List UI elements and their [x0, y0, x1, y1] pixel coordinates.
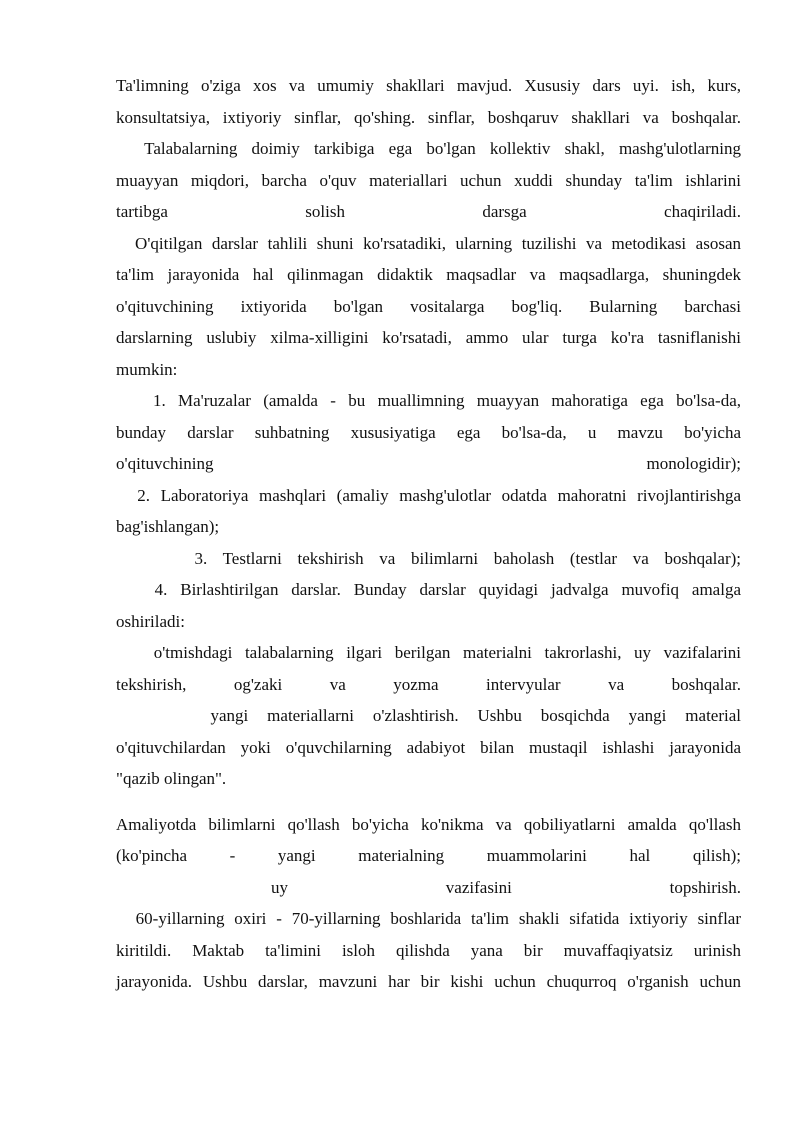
- paragraph-gap: [116, 795, 741, 809]
- text-line: darslarning uslubiy xilma-xilligini ko'rsatadi, ammo ular turga ko'ra tasniflanishi: [116, 328, 741, 347]
- text-line: tekshirish, og'zaki va yozma intervyular va boshqalar.: [116, 674, 741, 694]
- text-line: Talabalarning doimiy tarkibiga ega bo'lgan kollektiv shakl, mashg'ulotlarning: [116, 139, 741, 158]
- text-line: jarayonida. Ushbu darslar, mavzuni har bir kishi uchun chuqurroq o'rganish uchun: [116, 972, 741, 991]
- text-line: 2. Laboratoriya mashqlari (amaliy mashg'ulotlar odatda mahoratni rivojlantirishga: [116, 485, 741, 505]
- text-line: uy vazifasini topshirish.: [271, 877, 741, 897]
- text-line: o'qituvchilardan yoki o'quvchilarning adabiyot bilan mustaqil ishlashi jarayonida: [116, 737, 741, 757]
- text-line: 1. Ma'ruzalar (amalda - bu muallimning muayyan mahoratiga ega bo'lsa-da,: [116, 391, 741, 410]
- text-line: yangi materiallarni o'zlashtirish. Ushbu bosqichda yangi material: [116, 706, 741, 725]
- text-line: Amaliyotda bilimlarni qo'llash bo'yicha ko'nikma va qobiliyatlarni amalda qo'llash: [116, 814, 741, 834]
- text-line: mumkin:: [116, 359, 178, 379]
- text-line: kiritildi. Maktab ta'limini isloh qilishda yana bir muvaffaqiyatsiz urinish: [116, 940, 741, 960]
- paragraph-block-2: [116, 809, 741, 998]
- text-line: tartibga solish darsga chaqiriladi.: [116, 202, 741, 221]
- text-line: (ko'pincha - yangi materialning muammolarini hal qilish);: [116, 846, 741, 865]
- text-line: o'qituvchining ixtiyorida bo'lgan vositalarga bog'liq. Bularning barchasi: [116, 296, 741, 316]
- text-line: 4. Birlashtirilgan darslar. Bunday darslar quyidagi jadvalga muvofiq amalga: [116, 580, 741, 599]
- text-line: o'tmishdagi talabalarning ilgari berilgan materialni takrorlashi, uy vazifalarini: [116, 643, 741, 662]
- text-line: ta'lim jarayonida hal qilinmagan didaktik maqsadlar va maqsadlarga, shuningdek: [116, 265, 741, 284]
- text-line: 60-yillarning oxiri - 70-yillarning boshlarida ta'lim shakli sifatida ixtiyoriy sinflar: [116, 909, 741, 928]
- document-page: [116, 70, 741, 998]
- text-line: O'qitilgan darslar tahlili shuni ko'rsatadiki, ularning tuzilishi va metodikasi asosan: [116, 233, 741, 253]
- text-line: Ta'limning o'ziga xos va umumiy shakllari mavjud. Xususiy dars uyi. ish, kurs,: [116, 76, 741, 95]
- text-line: muayyan miqdori, barcha o'quv materiallari uchun xuddi shunday ta'lim ishlarini: [116, 170, 741, 190]
- text-line: 3. Testlarni tekshirish va bilimlarni baholash (testlar va boshqalar);: [116, 548, 741, 568]
- text-line: o'qituvchining monologidir);: [116, 454, 741, 473]
- text-line: bag'ishlangan);: [116, 517, 220, 536]
- text-line: konsultatsiya, ixtiyoriy sinflar, qo'shing. sinflar, boshqaruv shakllari va boshqalar.: [116, 107, 741, 127]
- text-line: bunday darslar suhbatning xususiyatiga ega bo'lsa-da, u mavzu bo'yicha: [116, 422, 741, 442]
- text-line: oshiriladi:: [116, 611, 185, 631]
- text-line: "qazib olingan".: [116, 769, 227, 788]
- paragraph-block-1: [116, 70, 741, 795]
